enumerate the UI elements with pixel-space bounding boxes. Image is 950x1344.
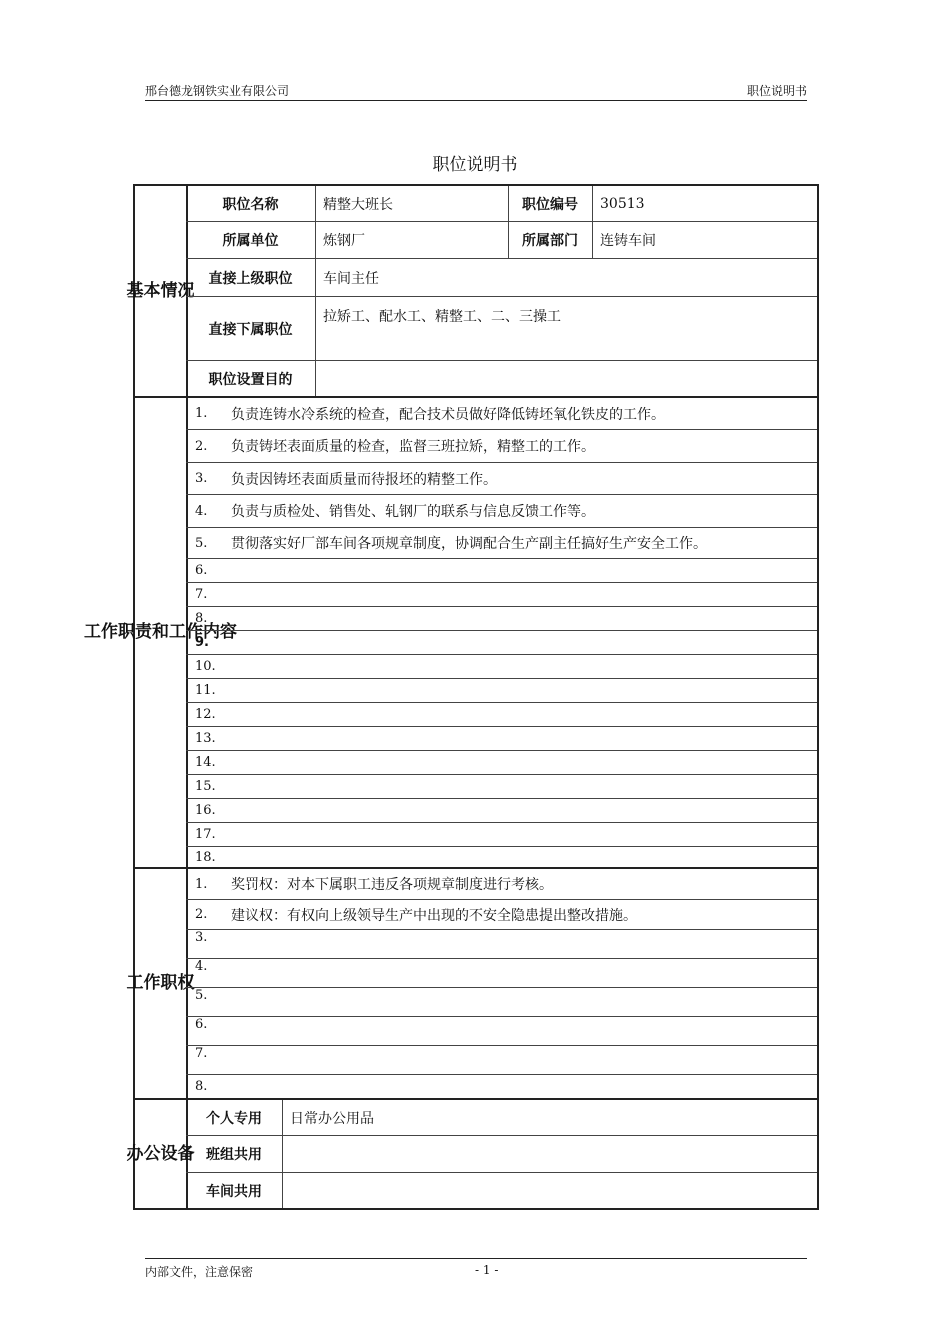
authority-row: 6. — [186, 1017, 817, 1046]
position-name-label: 职位名称 — [222, 196, 279, 213]
duty-row: 10. — [186, 655, 817, 679]
duty-text: 负责连铸水冷系统的检查，配合技术员做好降低铸坯氧化铁皮的工作。 — [231, 406, 665, 423]
superior-label: 直接上级职位 — [208, 270, 293, 287]
row-unit — [186, 222, 817, 259]
position-code-label: 职位编号 — [522, 196, 578, 213]
purpose-label: 职位设置目的 — [208, 371, 293, 388]
duty-row: 13. — [186, 727, 817, 751]
duties-side-label: 工 作 职 责 和 工 作 内 容 — [135, 398, 188, 867]
dept-label: 所属部门 — [522, 233, 578, 249]
position-code-value: 30513 — [600, 195, 645, 212]
authority-section — [126, 867, 819, 1100]
duty-row: 2. 负责铸坯表面质量的检查，监督三班拉矫，精整工的工作。 — [186, 430, 817, 463]
duty-row: 16. — [186, 799, 817, 823]
equipment-label: 个人专用 — [206, 1110, 262, 1127]
company-name: 邢台德龙钢铁实业有限公司 — [145, 84, 290, 98]
purpose-value — [315, 361, 817, 396]
row-purpose — [186, 361, 817, 396]
duty-row: 14. — [186, 751, 817, 775]
equipment-row-team — [186, 1136, 817, 1173]
row-position-name — [186, 186, 817, 222]
duty-row: 17. — [186, 823, 817, 847]
duty-row: 15. — [186, 775, 817, 799]
equipment-value — [282, 1173, 817, 1208]
duty-text: 负责铸坯表面质量的检查，监督三班拉矫，精整工的工作。 — [231, 439, 595, 455]
duty-text: 负责因铸坯表面质量而待报坯的精整工作。 — [231, 471, 497, 488]
equipment-value — [282, 1136, 817, 1172]
duty-text: 负责与质检处、销售处、轧钢厂的联系与信息反馈工作等。 — [231, 504, 595, 520]
dept-value: 连铸车间 — [600, 233, 656, 249]
row-subordinate — [186, 297, 817, 361]
unit-label: 所属单位 — [222, 233, 279, 249]
duty-row: 5. 贯彻落实好厂部车间各项规章制度，协调配合生产副主任搞好生产安全工作。 — [186, 528, 817, 559]
authority-row: 4. — [186, 959, 817, 988]
authority-text: 奖罚权：对本下属职工违反各项规章制度进行考核。 — [231, 877, 553, 893]
duty-row: 6. — [186, 559, 817, 583]
equipment-label: 班组共用 — [206, 1147, 262, 1163]
equipment-row-workshop — [186, 1173, 817, 1208]
authority-row: 3. — [186, 930, 817, 959]
authority-row: 5. — [186, 988, 817, 1017]
position-name-value: 精整大班长 — [323, 196, 393, 213]
row-superior — [186, 259, 817, 297]
duties-section — [84, 396, 819, 869]
subordinate-label: 直接下属职位 — [208, 321, 293, 338]
duty-row: 7. — [186, 583, 817, 607]
equipment-section — [126, 1098, 819, 1210]
duty-row: 18. — [195, 849, 216, 865]
equipment-label: 车间共用 — [206, 1183, 262, 1200]
page-footer — [145, 1258, 807, 1279]
authority-row: 8. — [195, 1079, 208, 1094]
subordinate-value: 拉矫工、配水工、精整工、二、三操工 — [323, 309, 561, 325]
duty-row: 1. 负责连铸水冷系统的检查，配合技术员做好降低铸坯氧化铁皮的工作。 — [186, 398, 817, 430]
page-header — [145, 82, 807, 101]
duty-row: 9. — [186, 631, 817, 655]
duty-row: 11. — [186, 679, 817, 703]
authority-text: 建议权：有权向上级领导生产中出现的不安全隐患提出整改措施。 — [231, 907, 637, 924]
equipment-side-label: 办 公 设 备 — [135, 1100, 188, 1208]
equipment-value: 日常办公用品 — [290, 1110, 374, 1127]
authority-row: 2. 建议权：有权向上级领导生产中出现的不安全隐患提出整改措施。 — [186, 900, 817, 930]
equipment-row-personal — [186, 1100, 817, 1136]
confidential-note: 内部文件，注意保密 — [145, 1265, 254, 1279]
basic-info-side-label: 基 本 情 况 — [135, 186, 188, 396]
page-title: 职位说明书 — [432, 155, 518, 175]
authority-row: 7. — [186, 1046, 817, 1075]
duty-row: 3. 负责因铸坯表面质量而待报坯的精整工作。 — [186, 463, 817, 495]
authority-side-label: 工 作 职 权 — [135, 869, 188, 1098]
header-doc-type: 职位说明书 — [746, 84, 807, 98]
authority-row: 1. 奖罚权：对本下属职工违反各项规章制度进行考核。 — [186, 869, 817, 900]
superior-value: 车间主任 — [323, 270, 379, 287]
duty-row: 8. — [186, 607, 817, 631]
duty-row: 4. 负责与质检处、销售处、轧钢厂的联系与信息反馈工作等。 — [186, 495, 817, 528]
duty-row: 12. — [186, 703, 817, 727]
unit-value: 炼钢厂 — [323, 233, 365, 249]
duty-text: 贯彻落实好厂部车间各项规章制度，协调配合生产副主任搞好生产安全工作。 — [231, 536, 707, 552]
basic-info-section — [126, 184, 819, 398]
page-number: - 1 - — [475, 1263, 499, 1277]
